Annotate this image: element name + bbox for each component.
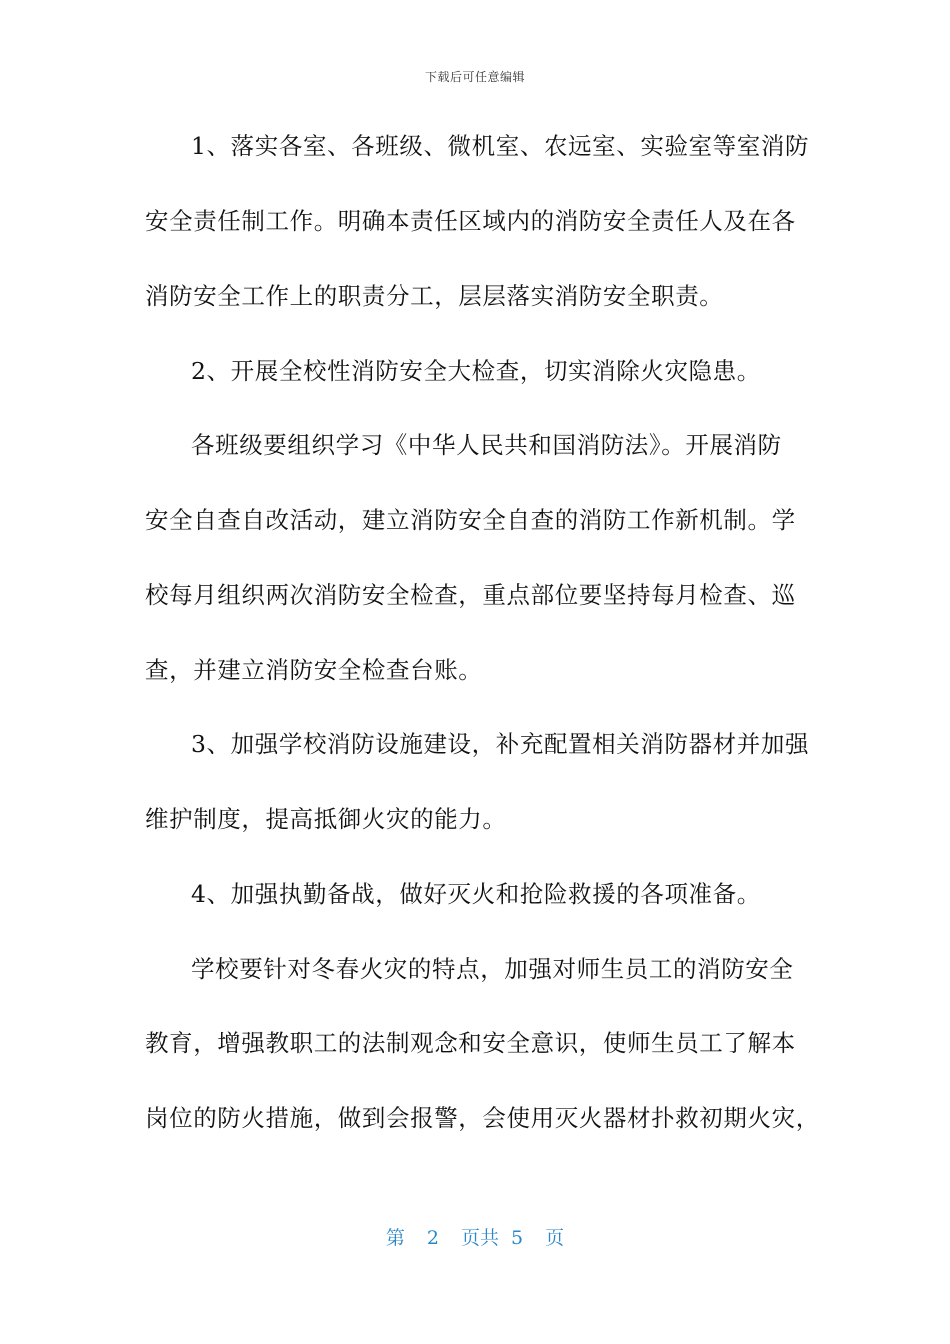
body-line-8: 查，并建立消防安全检查台账。	[145, 656, 483, 684]
body-line-12: 学校要针对冬春火灾的特点，加强对师生员工的消防安全	[191, 955, 794, 983]
body-line-14: 岗位的防火措施，做到会报警，会使用灭火器材扑救初期火灾，	[145, 1104, 820, 1132]
body-line-6: 安全自查自改活动，建立消防安全自查的消防工作新机制。学	[145, 506, 796, 534]
footer-ye-gong: 页共	[460, 1227, 499, 1249]
body-line-7: 校每月组织两次消防安全检查，重点部位要坚持每月检查、巡	[145, 581, 796, 609]
header-note: 下载后可任意编辑	[424, 70, 525, 84]
footer-page-current: 2	[426, 1227, 439, 1249]
page-footer	[0, 1226, 950, 1250]
body-line-3: 消防安全工作上的职责分工，层层落实消防安全职责。	[145, 282, 724, 310]
footer-page-total: 5	[511, 1227, 524, 1249]
footer-di: 第	[385, 1227, 405, 1249]
body-line-10: 维护制度，提高抵御火灾的能力。	[145, 805, 507, 833]
body-line-2: 安全责任制工作。明确本责任区域内的消防安全责任人及在各	[145, 207, 796, 235]
body-line-13: 教育，增强教职工的法制观念和安全意识，使师生员工了解本	[145, 1029, 796, 1057]
body-line-1: 1、落实各室、各班级、微机室、农远室、实验室等室消防	[191, 132, 810, 160]
body-line-4: 2、开展全校性消防安全大检查，切实消除火灾隐患。	[191, 357, 761, 385]
body-line-5: 各班级要组织学习《中华人民共和国消防法》。开展消防	[191, 431, 782, 459]
footer-ye: 页	[545, 1227, 565, 1249]
body-line-9: 3、加强学校消防设施建设，补充配置相关消防器材并加强	[191, 730, 810, 758]
body-line-11: 4、加强执勤备战，做好灭火和抢险救援的各项准备。	[191, 880, 761, 908]
